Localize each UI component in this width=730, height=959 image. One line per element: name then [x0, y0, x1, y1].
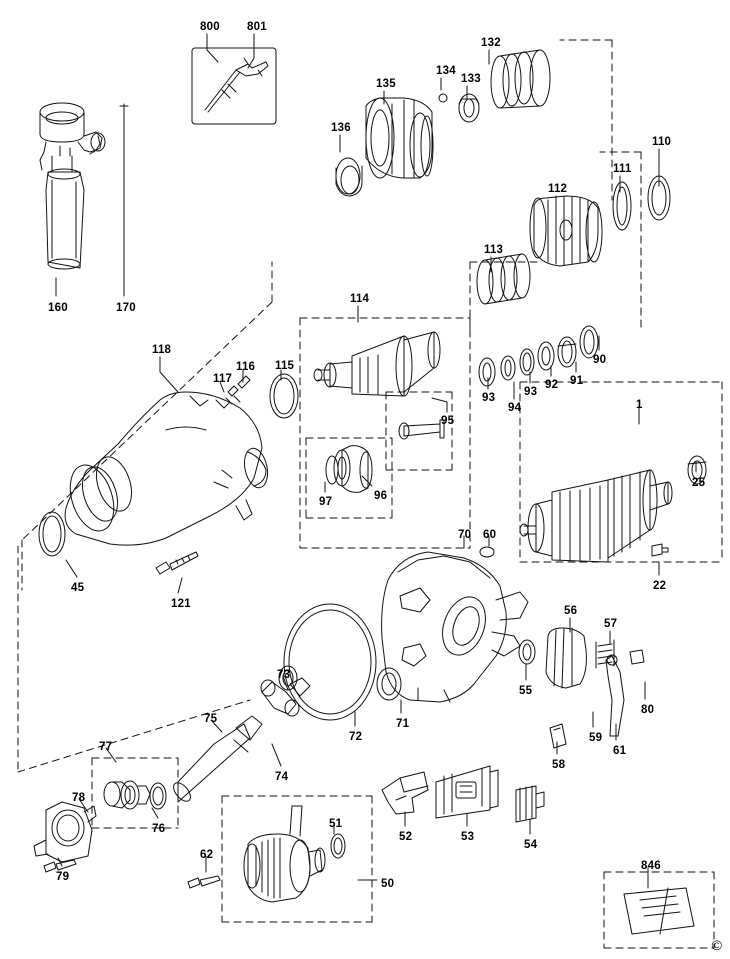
part-170-reference — [120, 104, 128, 110]
part-91-ring — [558, 337, 576, 367]
callout-160: 160 — [48, 302, 68, 314]
callout-92: 92 — [545, 379, 559, 391]
callout-54: 54 — [524, 839, 538, 851]
callout-90: 90 — [593, 354, 607, 366]
part-72-oring — [284, 604, 376, 720]
callout-58: 58 — [552, 759, 566, 771]
callout-80: 80 — [641, 704, 655, 716]
callout-1: 1 — [636, 399, 643, 411]
callout-118: 118 — [152, 344, 172, 356]
part-92-ring — [538, 342, 554, 370]
part-51-ring — [331, 834, 345, 858]
callout-846: 846 — [641, 860, 661, 872]
callout-170: 170 — [116, 302, 136, 314]
part-60-ball — [480, 547, 494, 557]
part-94-ring — [501, 356, 515, 380]
callout-135: 135 — [376, 78, 396, 90]
part-22-screw — [652, 544, 668, 556]
callout-121: 121 — [171, 598, 191, 610]
callout-116: 116 — [236, 361, 256, 373]
callout-79: 79 — [56, 871, 70, 883]
callout-75: 75 — [204, 713, 218, 725]
part-75-spindle — [170, 713, 262, 804]
callout-59: 59 — [589, 732, 603, 744]
callout-76: 76 — [152, 823, 166, 835]
part-54-brush — [516, 786, 544, 822]
part-96-bearing — [334, 446, 372, 493]
part-53-brush-holder — [436, 766, 498, 818]
part-1-armature — [520, 470, 672, 562]
part-111-ring — [613, 182, 631, 230]
part-133-bushing — [459, 94, 479, 122]
part-800-801-box — [192, 48, 276, 124]
part-846-label — [624, 888, 694, 934]
leader-lines — [56, 34, 696, 888]
callout-136: 136 — [331, 122, 351, 134]
part-114-piston — [314, 332, 440, 396]
part-93-rings — [479, 349, 534, 386]
callout-95: 95 — [441, 415, 455, 427]
callout-72: 72 — [349, 731, 363, 743]
part-97-bearing — [326, 456, 338, 484]
part-45-oring — [39, 512, 65, 556]
callout-71: 71 — [396, 718, 410, 730]
callout-45: 45 — [71, 582, 85, 594]
part-55-ring — [519, 640, 535, 664]
part-52-bracket — [382, 772, 428, 814]
callout-55: 55 — [519, 685, 533, 697]
callout-93: 93 — [482, 392, 496, 404]
part-77-assembly — [104, 781, 150, 809]
callout-117: 117 — [213, 373, 233, 385]
callout-112: 112 — [548, 183, 568, 195]
callout-56: 56 — [564, 605, 578, 617]
part-80-terminal — [630, 650, 644, 664]
part-56-cap — [546, 628, 586, 688]
callout-62: 62 — [200, 849, 214, 861]
part-136-cap — [336, 158, 362, 196]
callout-57: 57 — [604, 618, 618, 630]
callout-111: 111 — [613, 163, 632, 175]
callout-77: 77 — [99, 741, 113, 753]
callout-115: 115 — [275, 360, 295, 372]
callout-93b: 93 — [524, 386, 538, 398]
callout-110: 110 — [652, 136, 672, 148]
callout-800: 800 — [200, 21, 220, 33]
callout-51: 51 — [329, 818, 343, 830]
part-132-rings — [491, 50, 550, 108]
callout-52: 52 — [399, 831, 413, 843]
part-135-cover — [366, 98, 433, 178]
copyright-mark: © — [711, 937, 722, 953]
callout-60: 60 — [483, 529, 497, 541]
part-70-gearcase — [382, 552, 528, 702]
callout-74: 74 — [275, 771, 289, 783]
part-62-screw — [188, 876, 220, 888]
callout-78: 78 — [72, 792, 86, 804]
callout-133: 133 — [461, 73, 481, 85]
callout-94: 94 — [508, 402, 522, 414]
part-95-rod — [399, 420, 444, 439]
callout-50: 50 — [381, 878, 395, 890]
callout-91: 91 — [570, 375, 584, 387]
part-134-washer — [439, 94, 447, 102]
callout-113: 113 — [484, 244, 504, 256]
callout-53: 53 — [461, 831, 475, 843]
part-115-oring — [270, 374, 298, 418]
part-59-61-lever — [606, 655, 624, 736]
callout-134: 134 — [436, 65, 456, 77]
callout-25: 25 — [692, 477, 706, 489]
part-118-housing — [62, 392, 270, 545]
callout-73: 73 — [277, 669, 291, 681]
part-50-assembly — [244, 806, 325, 902]
callout-801: 801 — [247, 21, 267, 33]
callout-22: 22 — [653, 580, 667, 592]
callout-132: 132 — [481, 37, 501, 49]
callout-97: 97 — [319, 496, 333, 508]
part-76-ring — [150, 783, 166, 809]
part-58-tab — [550, 724, 566, 748]
callout-70: 70 — [458, 529, 472, 541]
callout-61: 61 — [613, 745, 627, 757]
part-57-spring — [596, 640, 614, 668]
part-71-seal — [377, 668, 401, 700]
part-121-bolt — [156, 552, 198, 574]
part-160-handle — [40, 103, 105, 269]
callout-96: 96 — [374, 490, 388, 502]
callout-114: 114 — [350, 293, 370, 305]
part-112-gear-assembly — [530, 196, 602, 266]
